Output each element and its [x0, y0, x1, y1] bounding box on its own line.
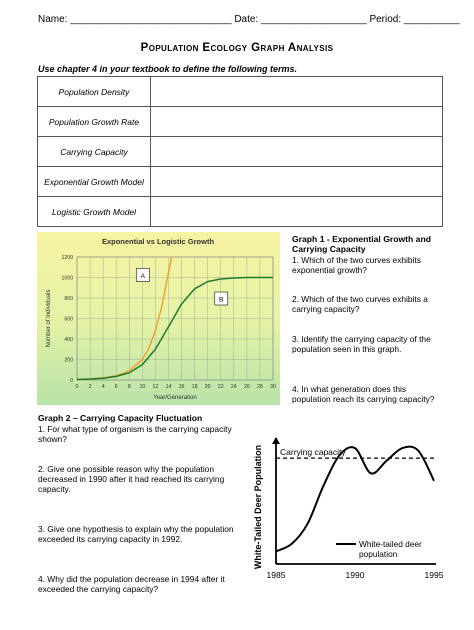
term-label: Population Growth Rate: [38, 107, 151, 137]
graph2-y-axis-arrow: [272, 437, 280, 444]
graph1-question-4: 4. In what generation does this population reach its carrying capacity?: [292, 384, 435, 404]
term-label: Carrying Capacity: [38, 137, 151, 167]
term-row: [38, 197, 443, 227]
graph1-heading: Graph 1 - Exponential Growth and Carrying Capacity: [292, 234, 431, 254]
graph1-x-tick-label: 22: [217, 384, 224, 390]
term-row: [38, 77, 443, 107]
term-row: [38, 167, 443, 197]
term-row: [38, 107, 443, 137]
name-label: Name:: [38, 14, 68, 25]
name-blank[interactable]: _____________________________: [70, 14, 232, 25]
definition-cell[interactable]: [151, 197, 443, 227]
graph1-chart: [37, 232, 280, 405]
graph1-x-tick-label: 20: [204, 384, 211, 390]
term-label: Logistic Growth Model: [38, 197, 151, 227]
graph1-x-tick-label: 12: [152, 384, 159, 390]
graph2-question-3: 3. Give one hypothesis to explain why the population exceeded its carrying capacity in 1992.: [38, 524, 234, 544]
graph1-y-tick-label: 800: [64, 296, 73, 302]
definition-cell[interactable]: [151, 137, 443, 167]
graph1-x-tick-label: 24: [230, 384, 237, 390]
term-label: Population Density: [38, 77, 151, 107]
graph2-population-curve: [276, 447, 434, 552]
graph1-y-tick-label: 600: [64, 316, 73, 323]
graph1-label-b: B: [219, 296, 224, 304]
graph1-y-tick-label: 200: [64, 357, 73, 364]
graph1-series-a: [77, 257, 172, 380]
graph1-label-a: A: [140, 272, 146, 280]
date-label: Date:: [234, 14, 259, 25]
graph1-x-tick-label: 16: [178, 384, 185, 390]
graph2-carrying-capacity-label: Carrying capacity: [280, 447, 346, 458]
graph1-x-tick-label: 18: [191, 384, 198, 390]
graph2-question-4: 4. Why did the population decrease in 1994 after it exceeded the carrying capacity?: [38, 574, 225, 594]
period-blank[interactable]: __________: [403, 14, 460, 25]
graph1-x-tick-label: 0: [75, 384, 79, 390]
date-blank[interactable]: ___________________: [261, 14, 367, 25]
graph2-heading: Graph 2 – Carrying Capacity Fluctuation: [38, 413, 203, 423]
graph1-x-tick-label: 26: [243, 384, 250, 390]
graph2-x-tick-label: 1995: [424, 570, 444, 580]
graph1-question-1: 1. Which of the two curves exhibits exponential growth?: [292, 255, 421, 275]
graph2-x-tick-label: 1985: [266, 570, 286, 580]
graph1-x-tick-label: 28: [257, 384, 263, 390]
graph1-question-3: 3. Identify the carrying capacity of the population seen in this graph.: [292, 334, 431, 354]
graph1-panel: [37, 232, 280, 405]
header: [38, 14, 460, 25]
graph2-chart: [248, 430, 448, 590]
graph2-legend-label-line1: White-tailed deer: [359, 539, 422, 549]
graph2-x-tick-label: 1990: [345, 570, 365, 580]
term-row: [38, 137, 443, 167]
graph1-y-axis-label: Number of Individuals: [46, 289, 52, 348]
graph2-y-axis-label: White-Tailed Deer Population: [253, 444, 263, 570]
graph1-title: Exponential vs Logistic Growth: [101, 237, 215, 246]
graph2-question-1: 1. For what type of organism is the carrying capacity shown?: [38, 424, 232, 444]
instructions: Use chapter 4 in your textbook to define the following terms.: [38, 64, 298, 74]
graph1-y-tick-label: 400: [64, 337, 73, 343]
graph1-y-tick-label: 1200: [61, 255, 73, 261]
graph1-x-tick-label: 10: [139, 384, 146, 390]
term-label: Exponential Growth Model: [38, 167, 151, 197]
page-title: Population Ecology Graph Analysis: [140, 42, 334, 54]
graph1-question-2: 2. Which of the two curves exhibits a carrying capacity?: [292, 294, 428, 314]
definition-cell[interactable]: [151, 107, 443, 137]
period-label: Period:: [369, 14, 402, 25]
graph1-x-axis-label: Year/Generation: [153, 395, 197, 401]
graph2-question-2: 2. Give one possible reason why the population decreased in 1990 after it had reached its carrying capacity.: [38, 464, 225, 494]
graph1-x-tick-label: 6: [114, 384, 118, 390]
graph1-x-tick-label: 8: [127, 384, 131, 390]
definition-cell[interactable]: [151, 77, 443, 107]
graph1-y-tick-label: 0: [70, 378, 73, 384]
definition-cell[interactable]: [151, 167, 443, 197]
graph2-legend-label-line2: population: [359, 549, 398, 559]
graph1-y-tick-label: 1000: [61, 275, 73, 282]
graph1-x-tick-label: 4: [101, 384, 105, 390]
terms-table: [37, 76, 443, 227]
graph1-series-b: [77, 278, 273, 380]
graph1-x-tick-label: 2: [88, 384, 92, 390]
graph1-x-tick-label: 14: [165, 384, 172, 390]
graph1-x-tick-label: 30: [270, 384, 276, 390]
